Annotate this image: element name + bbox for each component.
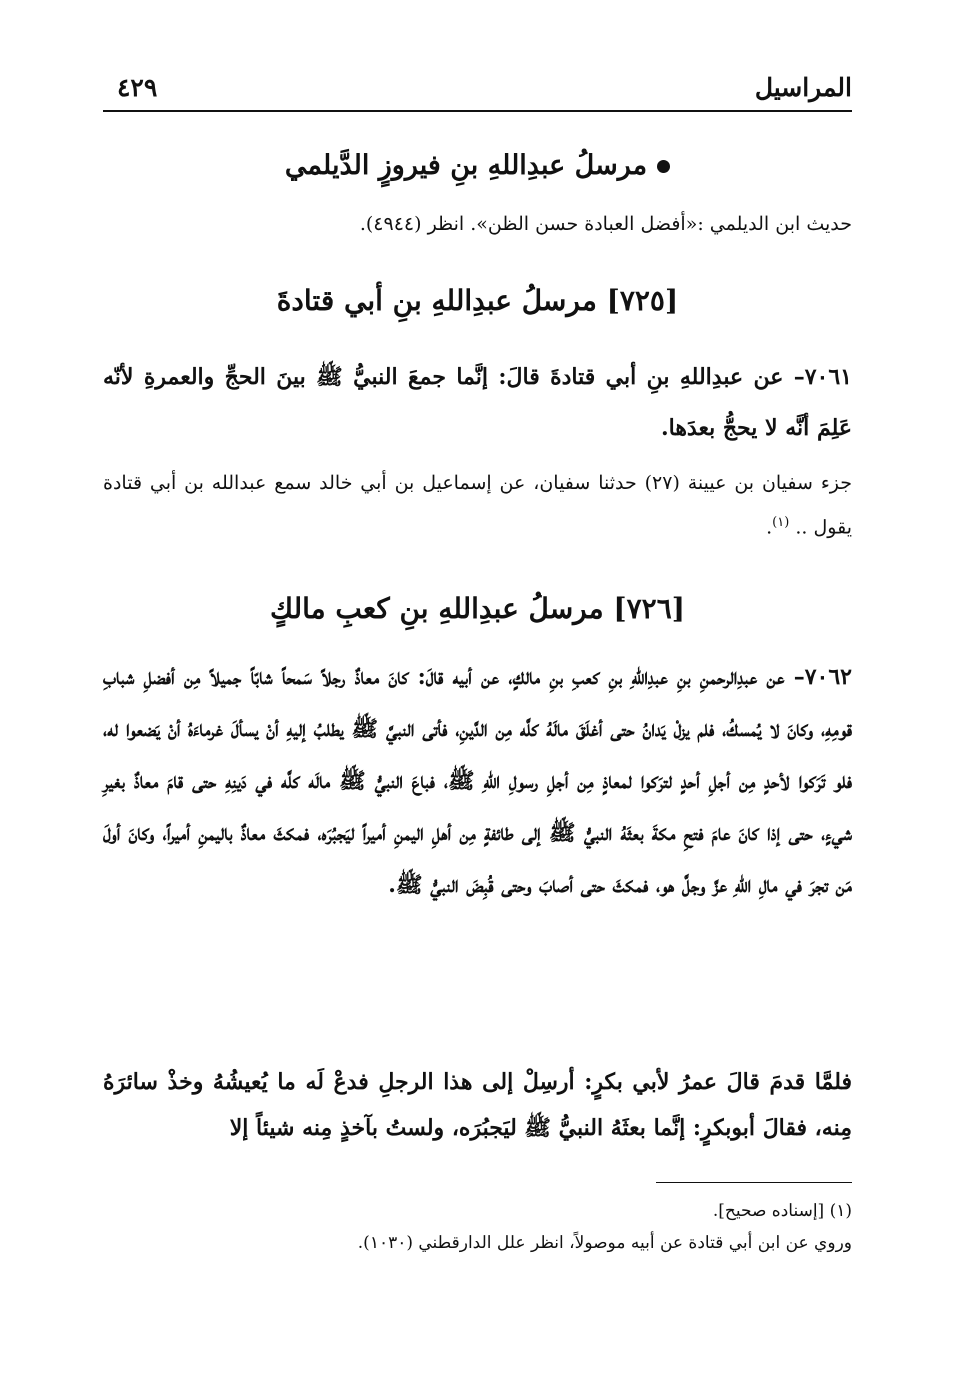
chapter-heading-726: [٧٢٦] مرسلُ عبدِاللهِ بنِ كعبِ مالكٍ	[269, 592, 686, 625]
page-number: ٤٢٩	[117, 73, 158, 102]
source-text: جزء سفيان بن عيينة (٢٧) حدثنا سفيان، عن إسماعيل بن أبي خالد سمع عبدالله بن أبي قتادة يقول ..	[103, 472, 852, 539]
footnote-2: وروي عن ابن أبي قتادة عن أبيه موصولاً، انظر علل الدارقطني (١٠٣٠).	[357, 1233, 852, 1253]
hadith-7062-continuation: فلمَّا قدمَ قالَ عمرُ لأبي بكرٍ: أرسِلْ إلى هذا الرجلِ فدعْ لَه ما يُعيشُهُ وخذْ سائرَهُ مِنه، فقالَ أبوبكرٍ: إنَّما بعثَهُ النبيُّ ﷺ ليَجبُرَه، ولستُ بآخذٍ مِنه شيئاً إلا	[103, 1069, 852, 1141]
hadith-7061-source: جزء سفيان بن عيينة (٢٧) حدثنا سفيان، عن إسماعيل بن أبي خالد سمع عبدالله بن أبي قتادة يقول .. $^{(١)}$.	[103, 472, 852, 539]
cross-reference: حديث ابن الديلمي :«أفضل العبادة حسن الظن». انظر (٤٩٤٤).	[359, 213, 852, 235]
footnote-marker: (١)	[772, 515, 790, 530]
section-heading-text: مرسلُ عبدِاللهِ بنِ فيروزٍ الدَّيلمي	[284, 150, 648, 181]
running-header-title: المراسيل	[754, 73, 852, 102]
hadith-7061: ٧٠٦١– عن عبدِاللهِ بنِ أبي قتادةَ قالَ: إنَّما جمعَ النبيُّ ﷺ بينَ الحجِّ والعمرةِ لأنّه عَلِمَ أنَّه لا يحجُّ بعدَها.	[103, 364, 852, 441]
hadith-7062: ٧٠٦٢– عن عبدِالرحمنِ بنِ عبدِاللهِ بنِ كعبِ بنِ مالكٍ، عن أبيه قالَ: كانَ معاذٌ رجلاً سَمحاً شابّاً جميلاً مِن أفضلِ شبابِ قومِهِ، وكانَ لا يُمسكُ، فلم يزلْ يَدانُ حتى أغلَقَ مالَهُ كلَّه مِن الدَّينِ، فأتى النبيَّ ﷺ يطلبُ إليهِ أنْ يسألَ غرماءَهُ أنْ يَضعوا له، فلو تَرَكوا لأحدٍ مِن أجلِ أحدٍ لترَكوا لمعاذٍ مِن أجلِ رسولِ اللهِ ﷺ، فباعَ النبيُّ ﷺ مالَه كلَّه في دَينِهِ حتى قامَ معاذٌ بغيرِ شيءٍ، حتى إذا كانَ عامَ فتحِ مكةَ بعثَهُ النبيُّ ﷺ إلى طائفةٍ مِن أهلِ اليمنِ أميراً ليَجبُرَه، فمكثَ معاذٌ باليمنِ أميراً، وكانَ أولَ مَن تجرَ في مالِ اللهِ عزَّ وجلَّ هو، فمكثَ حتى أصابَ وحتى قُبِضَ النبيُّ ﷺ.	[103, 664, 852, 898]
chapter-heading-725: [٧٢٥] مرسلُ عبدِاللهِ بنِ أبي قتادةَ	[276, 284, 679, 317]
bullet-icon	[657, 160, 670, 173]
header-rule	[103, 110, 852, 112]
footnote-1: (١) [إسناده صحيح].	[712, 1201, 852, 1221]
section-heading-ibn-fayruz	[103, 144, 852, 188]
footnote-rule	[656, 1182, 852, 1183]
